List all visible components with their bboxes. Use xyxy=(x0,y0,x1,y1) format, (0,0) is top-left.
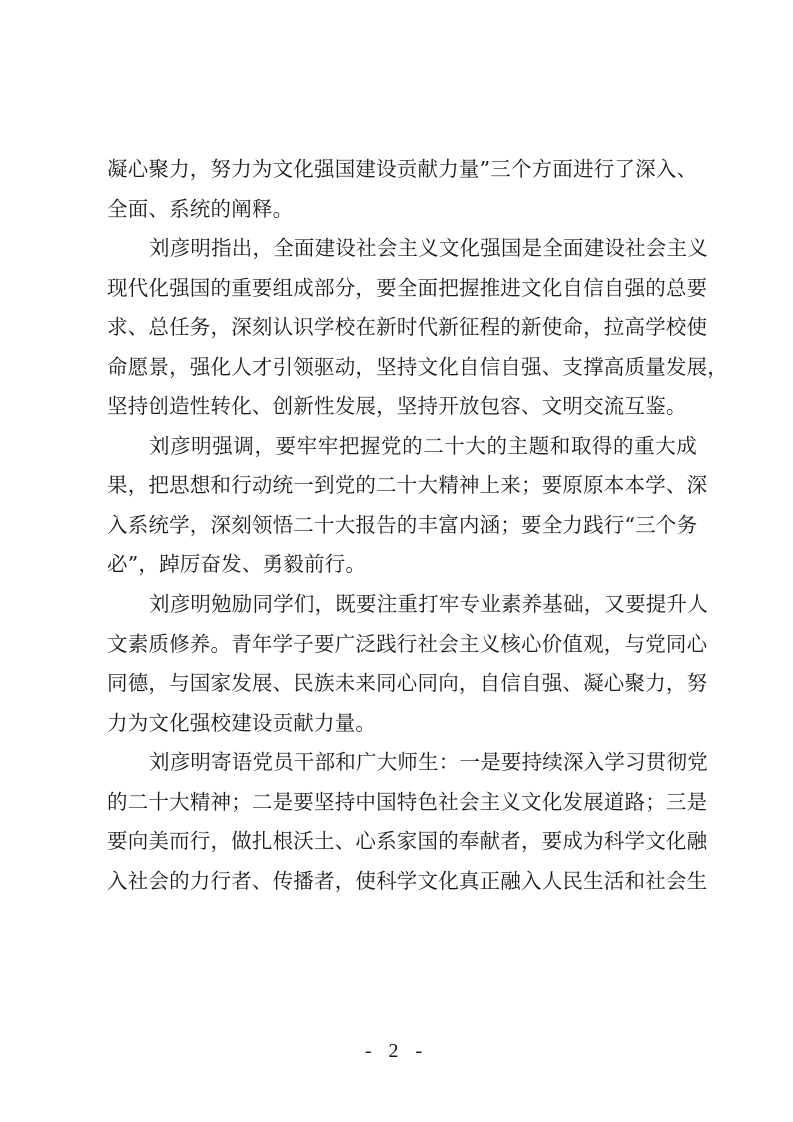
body-text xyxy=(107,150,728,901)
text-line: 的二十大精神；二是要坚持中国特色社会主义文化发展道路；三是 xyxy=(107,789,708,814)
text-line: 命愿景，强化人才引领驱动，坚持文化自信自强、支撑高质量发展， xyxy=(107,354,728,379)
text-line: 现代化强国的重要组成部分，要全面把握推进文化自信自强的总要 xyxy=(107,275,708,300)
text-line: 凝心聚力，努力为文化强国建设贡献力量”三个方面进行了深入、 xyxy=(107,157,698,181)
paragraph-first-line: 刘彦明勉励同学们，既要注重打牢专业素养基础，又要提升人 xyxy=(149,592,708,617)
text-line: 求、总任务，深刻认识学校在新时代新征程的新使命，拉高学校使 xyxy=(107,315,708,340)
text-line: 坚持创造性转化、创新性发展，坚持开放包容、文明交流互鉴。 xyxy=(107,394,687,419)
text-line: 力为文化强校建设贡献力量。 xyxy=(107,710,377,735)
text-line: 必”，踔厉奋发、勇毅前行。 xyxy=(107,552,367,577)
text-line: 入社会的力行者、传播者，使科学文化真正融入人民生活和社会生 xyxy=(107,868,708,893)
text-line: 要向美而行，做扎根沃土、心系家国的奉献者，要成为科学文化融 xyxy=(107,829,708,854)
paragraph-first-line: 刘彦明指出，全面建设社会主义文化强国是全面建设社会主义 xyxy=(149,236,708,261)
text-line: 入系统学，深刻领悟二十大报告的丰富内涵；要全力践行“三个务 xyxy=(107,512,698,537)
text-line: 文素质修养。青年学子要广泛践行社会主义核心价值观，与党同心 xyxy=(107,631,708,656)
text-line: 果，把思想和行动统一到党的二十大精神上来；要原原本本学、深 xyxy=(107,473,708,498)
page-number: - 2 - xyxy=(364,1040,429,1062)
paragraph-first-line: 刘彦明强调，要牢牢把握党的二十大的主题和取得的重大成 xyxy=(149,433,697,458)
paragraph-first-line: 刘彦明寄语党员干部和广大师生：一是要持续深入学习贯彻党 xyxy=(149,750,708,775)
text-line: 全面、系统的阐释。 xyxy=(107,196,294,221)
text-line: 同德，与国家发展、民族未来同心同向，自信自强、凝心聚力，努 xyxy=(107,671,708,696)
